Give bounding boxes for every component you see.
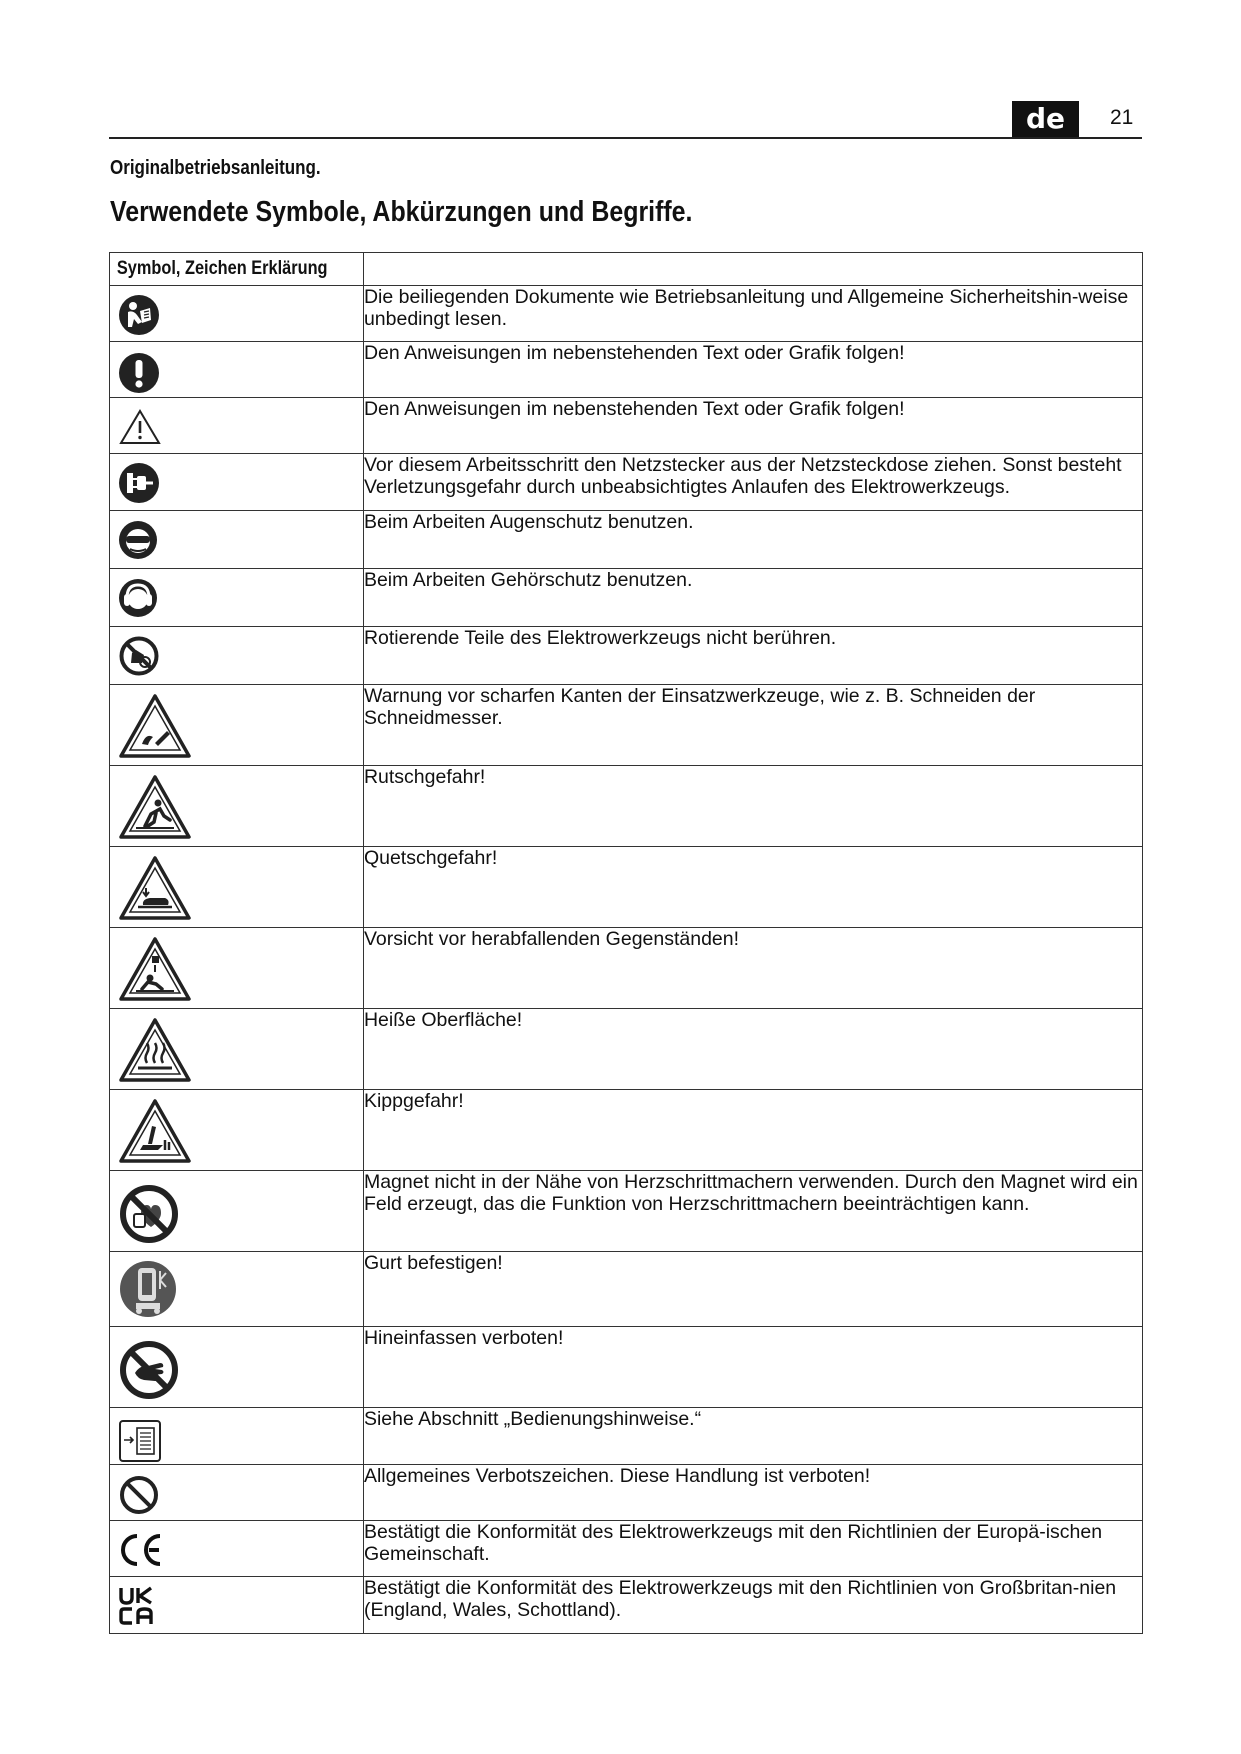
- mandatory-exclamation-icon: [118, 352, 160, 394]
- explanation-cell: Allgemeines Verbotszeichen. Diese Handlung ist verboten!: [363, 1465, 1142, 1521]
- header-rule: [109, 137, 1142, 139]
- symbols-table: [109, 252, 1143, 1634]
- table-row: [110, 1408, 1143, 1465]
- no-pacemaker-icon: [118, 1183, 180, 1245]
- table-row: [110, 1009, 1143, 1090]
- slip-hazard-icon: [118, 774, 192, 840]
- table-header-row: [110, 253, 1143, 286]
- table-row: [110, 1327, 1143, 1408]
- crush-hazard-icon: [118, 855, 192, 921]
- explanation-cell: Vor diesem Arbeitsschritt den Netzstecker aus der Netzsteckdose ziehen. Sonst besteht Verletzungsgefahr durch unbeabsichtigtes Anlaufen des Elektrowerkzeugs.: [363, 454, 1142, 511]
- table-row: [110, 1521, 1143, 1577]
- symbol-cell: [110, 627, 364, 685]
- explanation-cell: Warnung vor scharfen Kanten der Einsatzwerkzeuge, wie z. B. Schneiden der Schneidmesser.: [363, 685, 1142, 766]
- symbol-cell: [110, 1009, 364, 1090]
- unplug-icon: [118, 462, 160, 504]
- explanation-cell: Siehe Abschnitt „Bedienungshinweise.“: [363, 1408, 1142, 1465]
- symbol-cell: [110, 928, 364, 1009]
- see-section-icon: [118, 1419, 162, 1463]
- hearing-protection-icon: [118, 578, 158, 618]
- explanation-cell: Heiße Oberfläche!: [363, 1009, 1142, 1090]
- explanation-cell: Gurt befestigen!: [363, 1252, 1142, 1327]
- table-row: [110, 766, 1143, 847]
- symbol-cell: [110, 511, 364, 569]
- symbol-cell: [110, 398, 364, 454]
- symbol-cell: [110, 1408, 364, 1465]
- explanation-cell: Beim Arbeiten Gehörschutz benutzen.: [363, 569, 1142, 627]
- language-badge: de: [1012, 101, 1079, 137]
- explanation-cell: Beim Arbeiten Augenschutz benutzen.: [363, 511, 1142, 569]
- explanation-cell: Magnet nicht in der Nähe von Herzschrittmachern verwenden. Durch den Magnet wird ein Feld erzeugt, das die Funktion von Herzschrittmachern beeinträchtigen kann.: [363, 1171, 1142, 1252]
- hot-surface-icon: [118, 1017, 192, 1083]
- ce-mark-icon: [118, 1532, 164, 1568]
- table-row: [110, 627, 1143, 685]
- explanation-cell: Rutschgefahr!: [363, 766, 1142, 847]
- symbol-cell: [110, 1171, 364, 1252]
- table-row: [110, 1577, 1143, 1634]
- table-row: [110, 928, 1143, 1009]
- table-row: [110, 1171, 1143, 1252]
- explanation-cell: Kippgefahr!: [363, 1090, 1142, 1171]
- explanation-cell: Bestätigt die Konformität des Elektrowerkzeugs mit den Richtlinien der Europä-ischen Gemeinschaft.: [363, 1521, 1142, 1577]
- explanation-cell: Bestätigt die Konformität des Elektrowerkzeugs mit den Richtlinien von Großbritan-nien (England, Wales, Schottland).: [363, 1577, 1142, 1634]
- table-row: [110, 398, 1143, 454]
- table-row: [110, 511, 1143, 569]
- symbol-cell: [110, 1465, 364, 1521]
- document-subtitle: Originalbetriebsanleitung.: [110, 157, 321, 179]
- table-row: [110, 1465, 1143, 1521]
- symbol-cell: [110, 1577, 364, 1634]
- header-symbol-label: Symbol, Zeichen Erklärung: [116, 258, 328, 279]
- page-number: 21: [1110, 106, 1134, 129]
- symbol-cell: [110, 1090, 364, 1171]
- header-symbol-cell: [110, 253, 364, 286]
- symbol-cell: [110, 342, 364, 398]
- no-reaching-in-icon: [118, 1339, 180, 1401]
- read-manual-icon: [118, 294, 160, 336]
- fasten-strap-icon: [118, 1259, 178, 1319]
- warning-triangle-icon: [118, 408, 162, 446]
- table-row: [110, 569, 1143, 627]
- table-row: [110, 286, 1143, 342]
- eye-protection-icon: [118, 520, 158, 560]
- ukca-mark-icon: [118, 1586, 154, 1626]
- table-row: [110, 847, 1143, 928]
- no-touch-rotating-icon: [118, 635, 160, 677]
- explanation-cell: Den Anweisungen im nebenstehenden Text oder Grafik folgen!: [363, 342, 1142, 398]
- explanation-cell: Die beiliegenden Dokumente wie Betriebsanleitung und Allgemeine Sicherheitshin-weise unbedingt lesen.: [363, 286, 1142, 342]
- table-row: [110, 454, 1143, 511]
- table-row: [110, 342, 1143, 398]
- table-row: [110, 1090, 1143, 1171]
- tip-over-icon: [118, 1098, 192, 1166]
- symbol-cell: [110, 454, 364, 511]
- symbol-cell: [110, 1252, 364, 1327]
- symbol-cell: [110, 286, 364, 342]
- page-title: Verwendete Symbole, Abkürzungen und Begriffe.: [110, 196, 693, 228]
- symbol-cell: [110, 569, 364, 627]
- symbol-cell: [110, 1521, 364, 1577]
- symbol-cell: [110, 766, 364, 847]
- table-row: [110, 1252, 1143, 1327]
- explanation-cell: Vorsicht vor herabfallenden Gegenständen!: [363, 928, 1142, 1009]
- symbol-cell: [110, 1327, 364, 1408]
- symbol-cell: [110, 847, 364, 928]
- falling-objects-icon: [118, 936, 192, 1002]
- explanation-cell: Hineinfassen verboten!: [363, 1327, 1142, 1408]
- explanation-cell: Rotierende Teile des Elektrowerkzeugs nicht berühren.: [363, 627, 1142, 685]
- symbol-cell: [110, 685, 364, 766]
- table-row: [110, 685, 1143, 766]
- header-explanation-cell: [363, 253, 1142, 286]
- prohibition-icon: [118, 1474, 160, 1516]
- sharp-edges-warning-icon: [118, 693, 192, 759]
- explanation-cell: Den Anweisungen im nebenstehenden Text oder Grafik folgen!: [363, 398, 1142, 454]
- explanation-cell: Quetschgefahr!: [363, 847, 1142, 928]
